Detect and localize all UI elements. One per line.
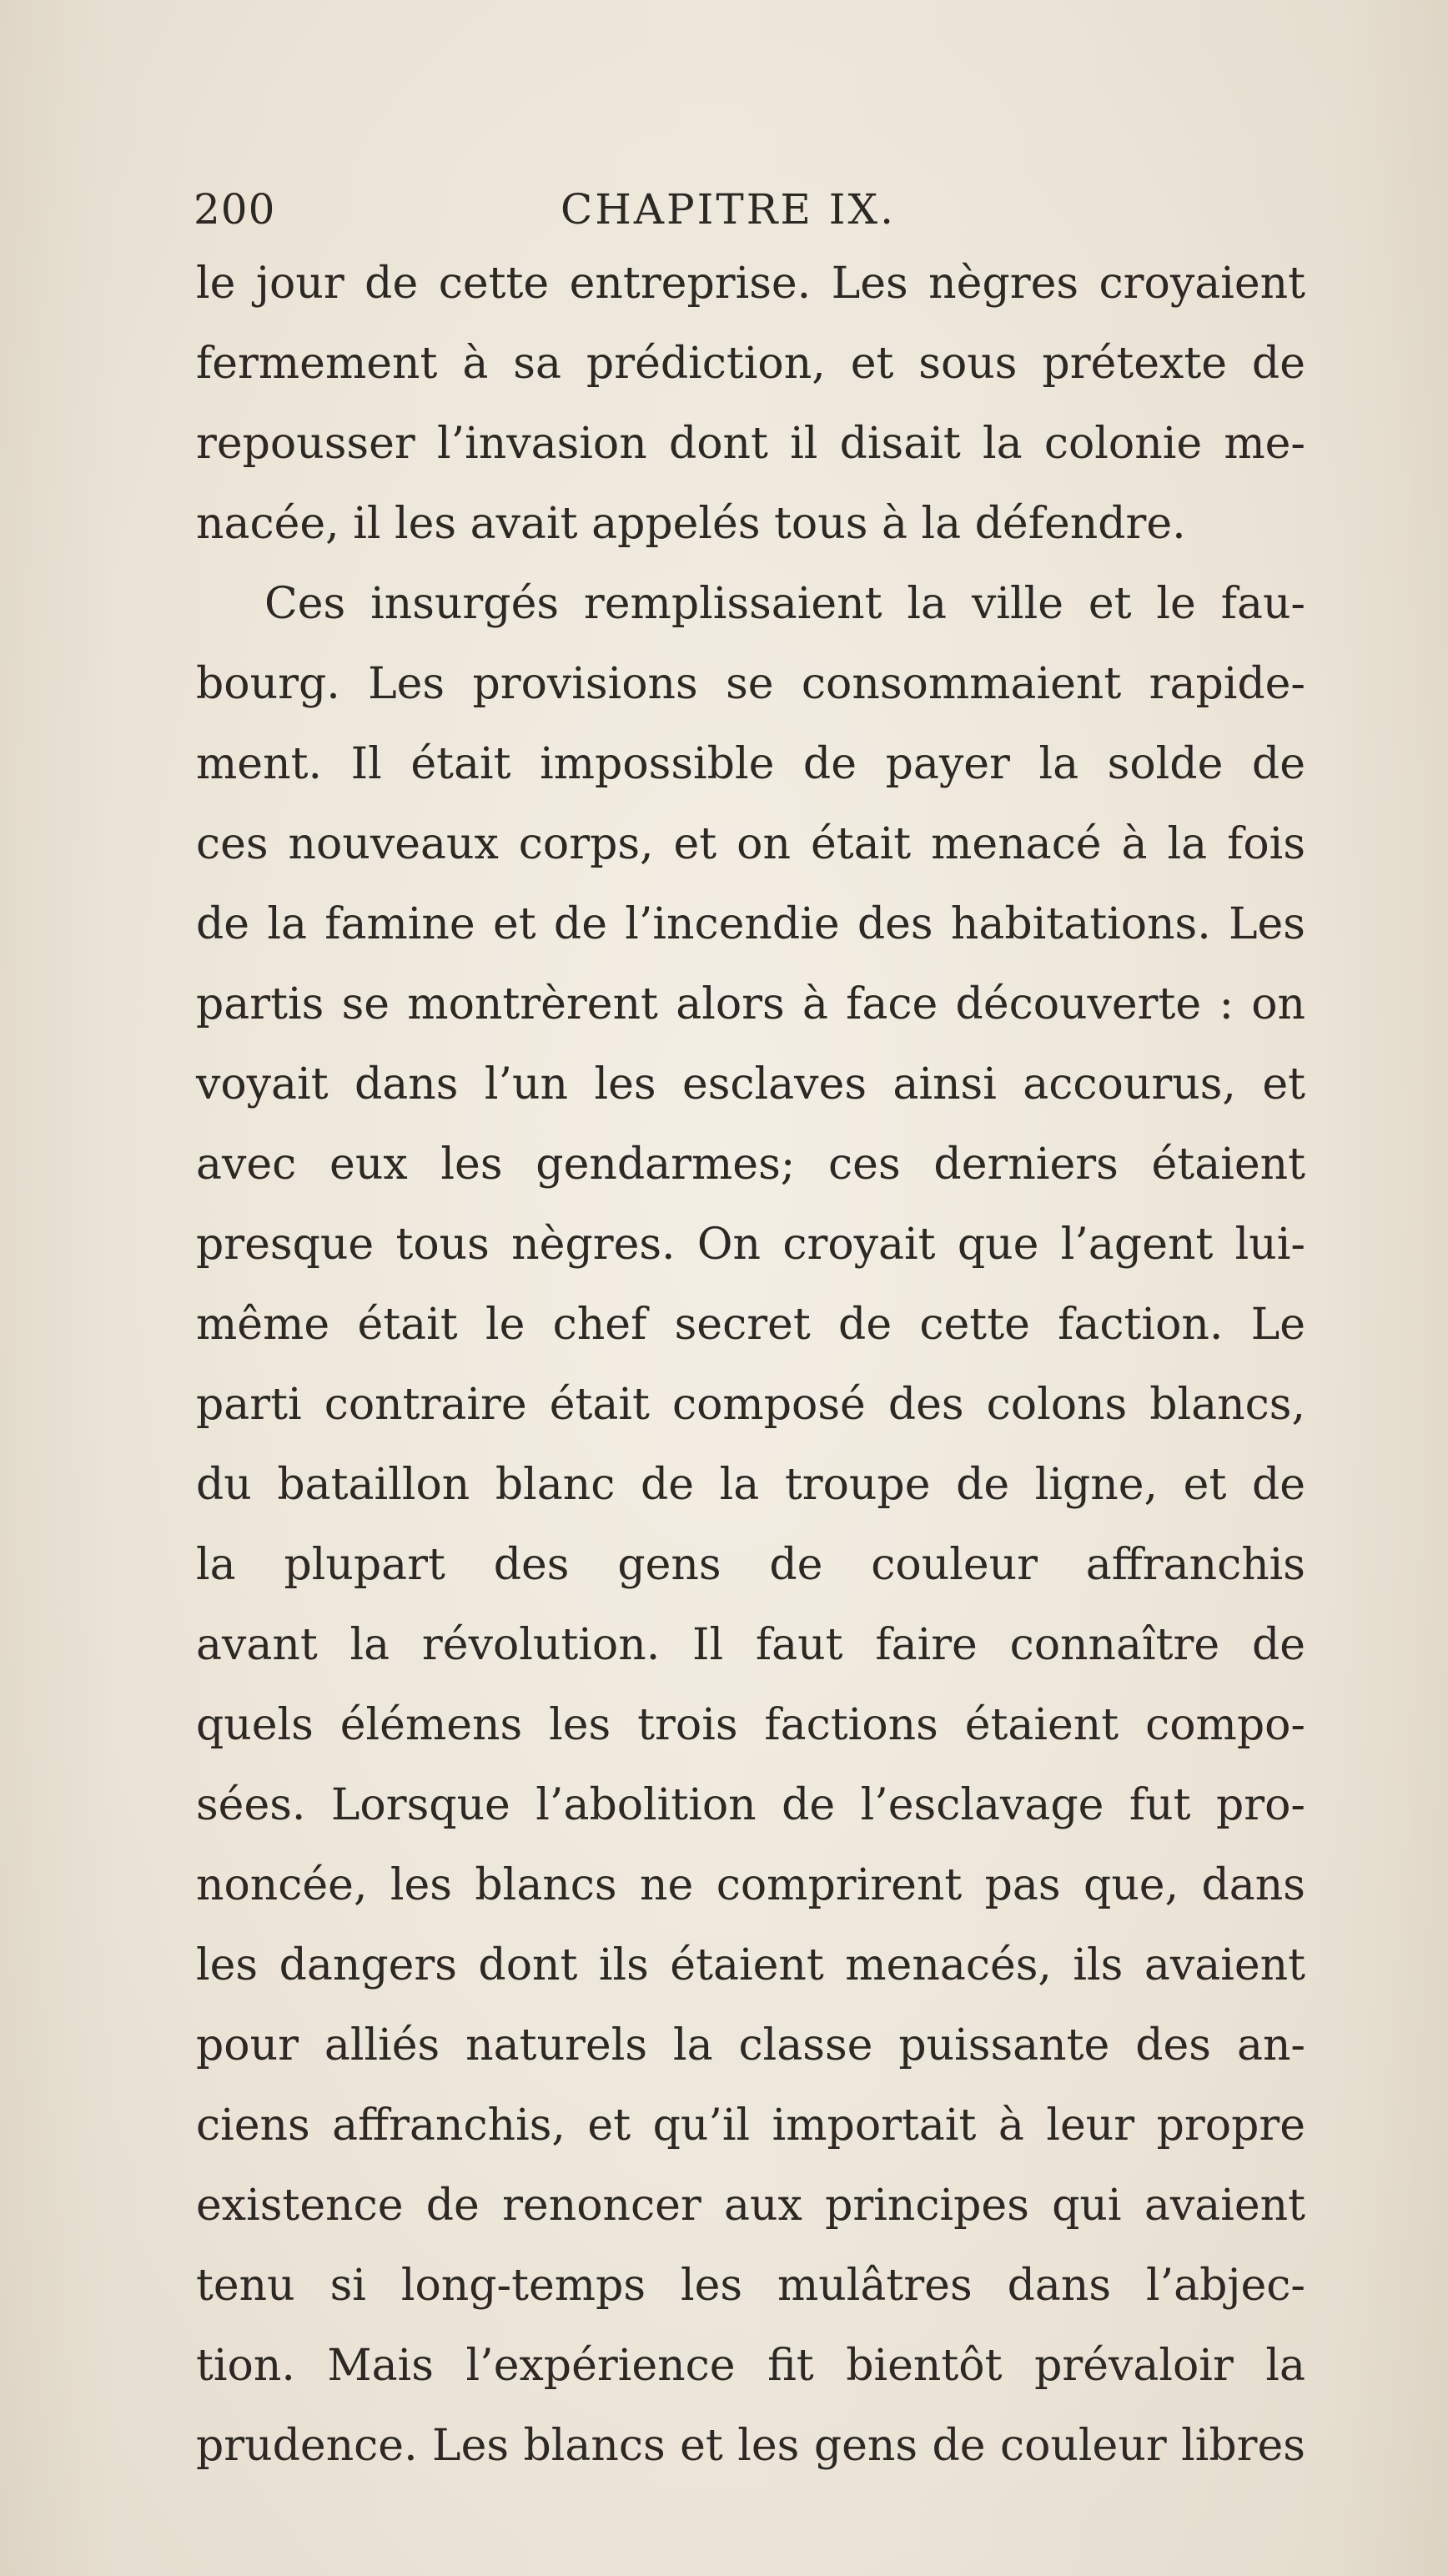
text-line: la plupart des gens de couleur affranchis xyxy=(196,1540,1305,1590)
text-line: tenu si long-temps les mulâtres dans l’abjec- xyxy=(196,2261,1305,2311)
text-line: bourg. Les provisions se consommaient rapide- xyxy=(196,659,1305,709)
text-line: tion. Mais l’expérience fit bientôt prévaloir la xyxy=(196,2341,1305,2391)
page-number: 200 xyxy=(194,185,276,234)
text-line: avant la révolution. Il faut faire connaître de xyxy=(196,1620,1305,1670)
text-line: prudence. Les blancs et les gens de couleur libres xyxy=(196,2421,1305,2471)
text-line: Ces insurgés remplissaient la ville et le fau- xyxy=(264,579,1305,629)
running-head xyxy=(194,185,1303,244)
text-line: existence de renoncer aux principes qui avaient xyxy=(196,2181,1305,2231)
chapter-title: CHAPITRE IX. xyxy=(561,185,896,234)
text-line: les dangers dont ils étaient menacés, ils avaient xyxy=(196,1940,1305,1990)
text-line: pour alliés naturels la classe puissante des an- xyxy=(196,2020,1305,2070)
text-line: partis se montrèrent alors à face découverte : on xyxy=(196,979,1305,1029)
text-line: repousser l’invasion dont il disait la colonie me- xyxy=(196,419,1305,469)
body-text xyxy=(196,244,1305,2486)
text-line: ces nouveaux corps, et on était menacé à la fois xyxy=(196,819,1305,869)
text-line: presque tous nègres. On croyait que l’agent lui- xyxy=(196,1220,1305,1270)
text-line: ciens affranchis, et qu’il importait à leur propre xyxy=(196,2101,1305,2151)
text-line: de la famine et de l’incendie des habitations. Les xyxy=(196,899,1305,949)
text-line: même était le chef secret de cette faction. Le xyxy=(196,1300,1305,1350)
text-line: voyait dans l’un les esclaves ainsi accourus, et xyxy=(196,1059,1305,1109)
text-line: nacée, il les avait appelés tous à la défendre. xyxy=(196,499,1186,549)
text-line: le jour de cette entreprise. Les nègres croyaient xyxy=(196,259,1305,309)
text-line: quels élémens les trois factions étaient compo- xyxy=(196,1700,1305,1750)
text-line: noncée, les blancs ne comprirent pas que, dans xyxy=(196,1860,1305,1910)
text-line: avec eux les gendarmes; ces derniers étaient xyxy=(196,1140,1305,1190)
text-line: parti contraire était composé des colons blancs, xyxy=(196,1380,1305,1430)
text-line: du bataillon blanc de la troupe de ligne, et de xyxy=(196,1460,1305,1510)
text-line: fermement à sa prédiction, et sous prétexte de xyxy=(196,339,1305,389)
text-line: ment. Il était impossible de payer la solde de xyxy=(196,739,1305,789)
text-line: sées. Lorsque l’abolition de l’esclavage fut pro- xyxy=(196,1780,1305,1830)
